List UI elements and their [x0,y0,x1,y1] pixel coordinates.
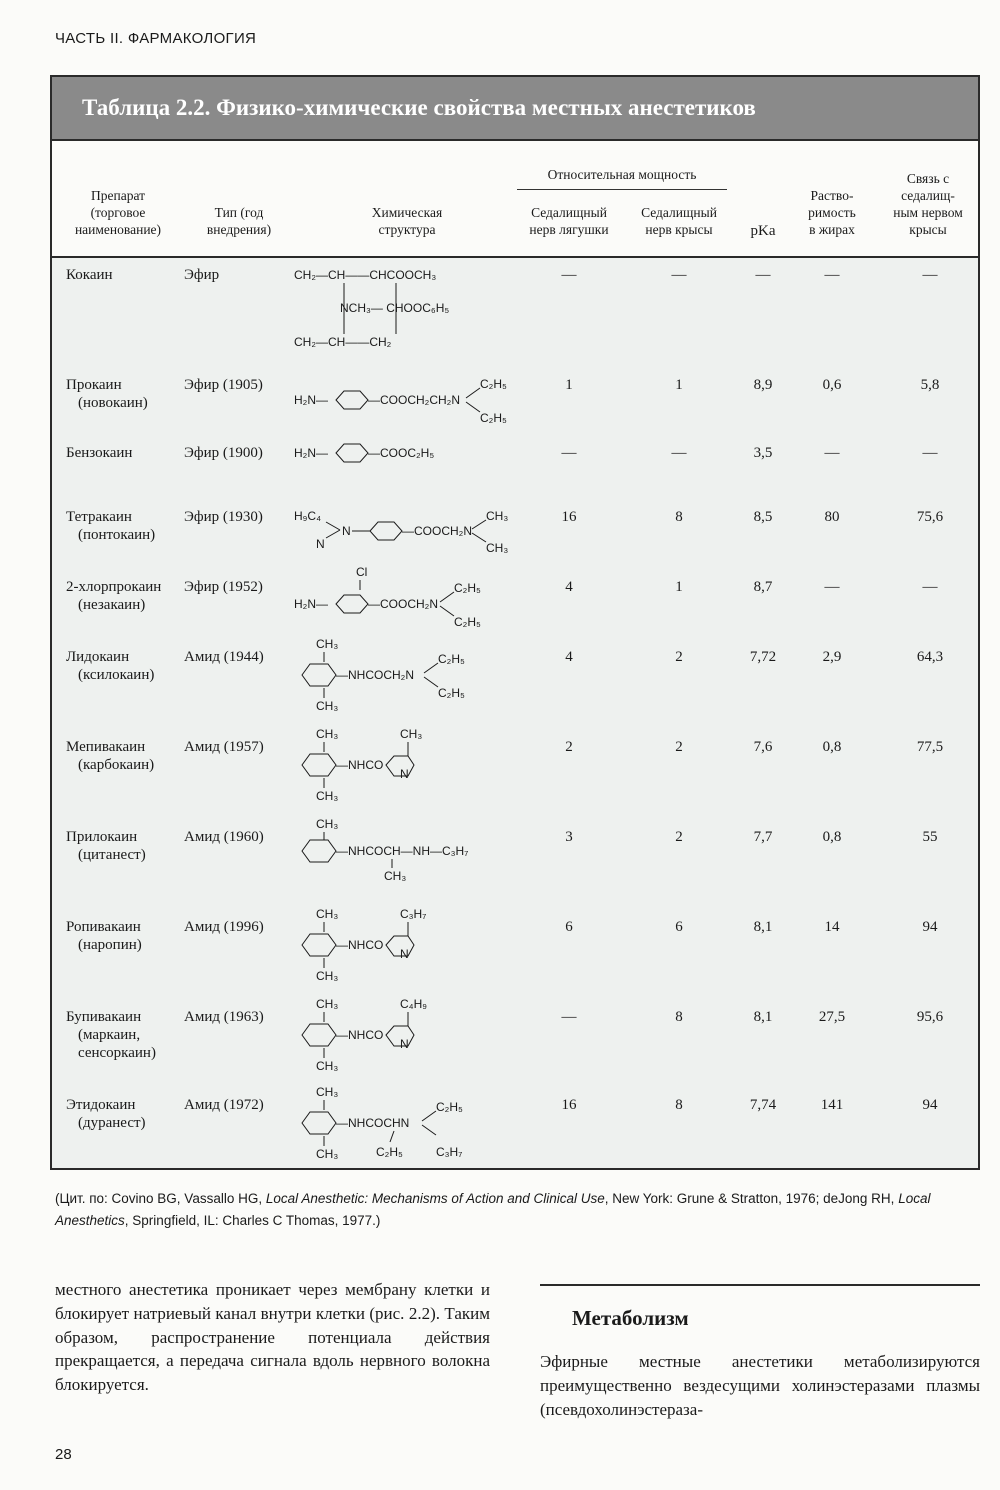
frog-value: — [561,1009,577,1025]
lipid-value: — [824,579,840,595]
lipid-value: 0,6 [822,377,842,393]
svg-text:—NHCOCH—NH—C₃H₇: —NHCOCH—NH—C₃H₇ [336,844,469,858]
header-frog-nerve: Седалищный нерв лягушки [529,205,609,237]
svg-text:C₂H₅: C₂H₅ [376,1145,403,1159]
rat-value: 2 [675,739,683,755]
frog-value: 2 [565,739,573,755]
binding-value: 55 [922,829,938,845]
header-relative-potency: Относительная мощность [517,167,727,190]
header-lipid-solubility: Раство- римость в жирах [808,188,856,237]
frog-value: — [561,267,577,283]
svg-text:N: N [342,524,351,538]
rat-value: 1 [675,579,683,595]
drug-name: 2-хлорпрокаин (незакаин) [66,579,162,613]
pka-value: 8,1 [753,1009,773,1025]
lipid-value: 0,8 [822,739,842,755]
structure-bupivacaine [294,997,514,1078]
drug-type: Эфир (1905) [184,377,263,393]
svg-text:H₂N—: H₂N— [294,597,328,611]
svg-text:CH₃: CH₃ [486,541,509,555]
lipid-value: 80 [824,509,840,525]
drug-type: Амид (1972) [184,1097,264,1113]
lipid-value: 141 [820,1097,844,1113]
running-head: ЧАСТЬ II. ФАРМАКОЛОГИЯ [55,30,257,47]
svg-text:H₂N—: H₂N— [294,393,328,407]
structure-procaine [294,376,514,446]
drug-type: Амид (1996) [184,919,264,935]
section-title: Метаболизм [572,1306,689,1330]
pka-value: 3,5 [753,445,773,461]
body-text-left: местного анестетика проникает через мембрану клетки и блокирует натриевый канал внутри клетки (рис. 2.2). Таким образом, распространение потенциала действия прекращается, а передача сигнала вдоль нервного волокна блокируется. [55,1280,490,1395]
structure-tetracaine [294,508,514,578]
frog-value: — [561,445,577,461]
drug-type: Эфир (1930) [184,509,263,525]
drug-name: Этидокаин (дуранест) [66,1097,146,1131]
svg-text:NCH₃— CHOOC₆H₅: NCH₃— CHOOC₆H₅ [340,301,450,315]
binding-value: 95,6 [916,1009,944,1025]
rat-value: 8 [675,1009,683,1025]
drug-name: Мепивакаин (карбокаин) [66,739,155,773]
frog-value: 4 [565,649,573,665]
header-type: Тип (год внедрения) [206,205,272,237]
frog-value: 3 [565,829,573,845]
drug-name: Ропивакаин (наропин) [66,919,142,953]
section-rule [540,1284,980,1286]
table-header [52,141,978,258]
svg-text:C₄H₉: C₄H₉ [400,997,427,1011]
svg-text:C₂H₅: C₂H₅ [480,411,507,425]
svg-text:Cl: Cl [356,565,368,579]
frog-value: 4 [565,579,573,595]
svg-text:C₂H₅: C₂H₅ [438,652,465,666]
rat-value: 6 [675,919,683,935]
frog-value: 16 [561,1097,577,1113]
body-text-right: Эфирные местные анестетики метаболизируются преимущественно вездесущими холинэстеразами плазмы (псевдохолинэстераза- [540,1352,980,1419]
svg-text:CH₃: CH₃ [486,509,509,523]
structure-mepivacaine [294,727,514,808]
binding-value: 64,3 [916,649,944,665]
drug-type: Амид (1963) [184,1009,264,1025]
drug-type: Эфир (1900) [184,445,263,461]
binding-value: 75,6 [916,509,944,525]
pka-value: 7,6 [753,739,773,755]
svg-text:CH₃: CH₃ [400,727,423,741]
svg-text:CH₃: CH₃ [316,789,339,803]
structure-prilocaine [294,817,514,898]
pka-value: 8,9 [753,377,773,393]
drug-name: Бупивакаин (маркаин, сенсоркаин) [66,1009,156,1061]
structure-etidocaine [294,1085,514,1166]
svg-text:C₂H₅: C₂H₅ [454,615,481,629]
pka-value: 7,7 [753,829,773,845]
table-title: Таблица 2.2. Физико-химические свойства местных анестетиков [52,77,978,141]
header-pka: pKa [750,223,776,239]
rat-value: 1 [675,377,683,393]
lipid-value: 2,9 [822,649,842,665]
structure-benzocaine [294,444,514,514]
structure-cocaine [294,266,514,349]
drug-type: Амид (1957) [184,739,264,755]
svg-text:C₂H₅: C₂H₅ [438,686,465,700]
svg-text:—COOCH₂CH₂N: —COOCH₂CH₂N [368,393,460,407]
lipid-value: 0,8 [822,829,842,845]
svg-text:CH₃: CH₃ [316,969,339,983]
lipid-value: 14 [824,919,840,935]
binding-value: 77,5 [916,739,944,755]
svg-text:C₂H₅: C₂H₅ [454,581,481,595]
svg-text:—COOCH₂N: —COOCH₂N [402,524,472,538]
page-number: 28 [55,1446,72,1463]
anesthetics-table [50,75,980,1170]
drug-type: Амид (1944) [184,649,264,665]
svg-text:N: N [400,1037,409,1051]
rat-value: 2 [675,829,683,845]
svg-text:—COOCH₂N: —COOCH₂N [368,597,438,611]
svg-text:H₂N—: H₂N— [294,446,328,460]
binding-value: 5,8 [920,377,940,393]
svg-text:—NHCOCHN: —NHCOCHN [336,1116,410,1130]
svg-text:N: N [400,947,409,961]
drug-name: Бензокаин [66,445,133,461]
svg-text:CH₃: CH₃ [316,699,339,713]
binding-value: — [922,579,938,595]
lipid-value: — [824,445,840,461]
drug-name: Прилокаин (цитанест) [66,829,146,863]
svg-text:CH₃: CH₃ [316,817,339,831]
svg-text:H₉C₄: H₉C₄ [294,509,321,523]
svg-text:CH₂—CH——CH₂: CH₂—CH——CH₂ [294,335,392,349]
rat-value: — [671,267,687,283]
frog-value: 1 [565,377,573,393]
frog-value: 16 [561,509,577,525]
svg-text:N: N [400,767,409,781]
svg-text:CH₃: CH₃ [316,637,339,651]
pka-value: 8,1 [753,919,773,935]
drug-type: Амид (1960) [184,829,264,845]
svg-text:—NHCO: —NHCO [336,938,384,952]
svg-text:C₂H₅: C₂H₅ [436,1100,463,1114]
svg-text:C₂H₅: C₂H₅ [480,377,507,391]
header-structure: Химическая структура [371,205,443,237]
header-drug: Препарат (торговое наименование) [74,188,162,237]
drug-type: Эфир (1952) [184,579,263,595]
rat-value: 2 [675,649,683,665]
table-citation: (Цит. по: Covino BG, Vassallo HG, Local Anesthetic: Mechanisms of Action and Clinical Use, New York: Grune & Stratton, 1976; deJong RH, Local Anesthetics, Springfield, IL: Charles C Thomas, 1977.) [55,1191,931,1228]
svg-text:CH₂—CH——CHCOOCH₃: CH₂—CH——CHCOOCH₃ [294,268,437,282]
svg-text:CH₃: CH₃ [316,1085,339,1099]
header-rat-nerve: Седалищный нерв крысы [641,205,717,237]
structure-lidocaine [294,637,514,718]
pka-value: 8,7 [753,579,773,595]
svg-text:C₃H₇: C₃H₇ [400,907,427,921]
structure-ropivacaine [294,907,514,988]
drug-type: Эфир [184,267,220,283]
svg-text:CH₃: CH₃ [316,997,339,1011]
header-nerve-binding: Связь с седалищ- ным нервом крысы [893,171,963,237]
drug-name: Кокаин [66,267,113,283]
binding-value: 94 [922,919,938,935]
pka-value: 8,5 [753,509,773,525]
svg-text:—NHCO: —NHCO [336,1028,384,1042]
binding-value: — [922,445,938,461]
binding-value: — [922,267,938,283]
svg-text:—NHCOCH₂N: —NHCOCH₂N [336,668,414,682]
svg-text:CH₃: CH₃ [384,869,407,883]
svg-text:CH₃: CH₃ [316,1059,339,1073]
frog-value: 6 [565,919,573,935]
drug-name: Тетракаин (понтокаин) [66,509,156,543]
pka-value: 7,74 [749,1097,777,1113]
drug-name: Прокаин (новокаин) [66,377,148,411]
lipid-value: 27,5 [818,1009,846,1025]
rat-value: 8 [675,509,683,525]
lipid-value: — [824,267,840,283]
drug-name: Лидокаин (ксилокаин) [66,649,155,683]
binding-value: 94 [922,1097,938,1113]
svg-text:C₃H₇: C₃H₇ [436,1145,463,1159]
pka-value: — [755,267,771,283]
pka-value: 7,72 [749,649,777,665]
svg-text:—COOC₂H₅: —COOC₂H₅ [368,446,435,460]
rat-value: — [671,445,687,461]
svg-text:CH₃: CH₃ [316,907,339,921]
svg-text:N: N [316,537,325,551]
svg-text:CH₃: CH₃ [316,1147,339,1161]
svg-text:—NHCO: —NHCO [336,758,384,772]
svg-text:CH₃: CH₃ [316,727,339,741]
rat-value: 8 [675,1097,683,1113]
